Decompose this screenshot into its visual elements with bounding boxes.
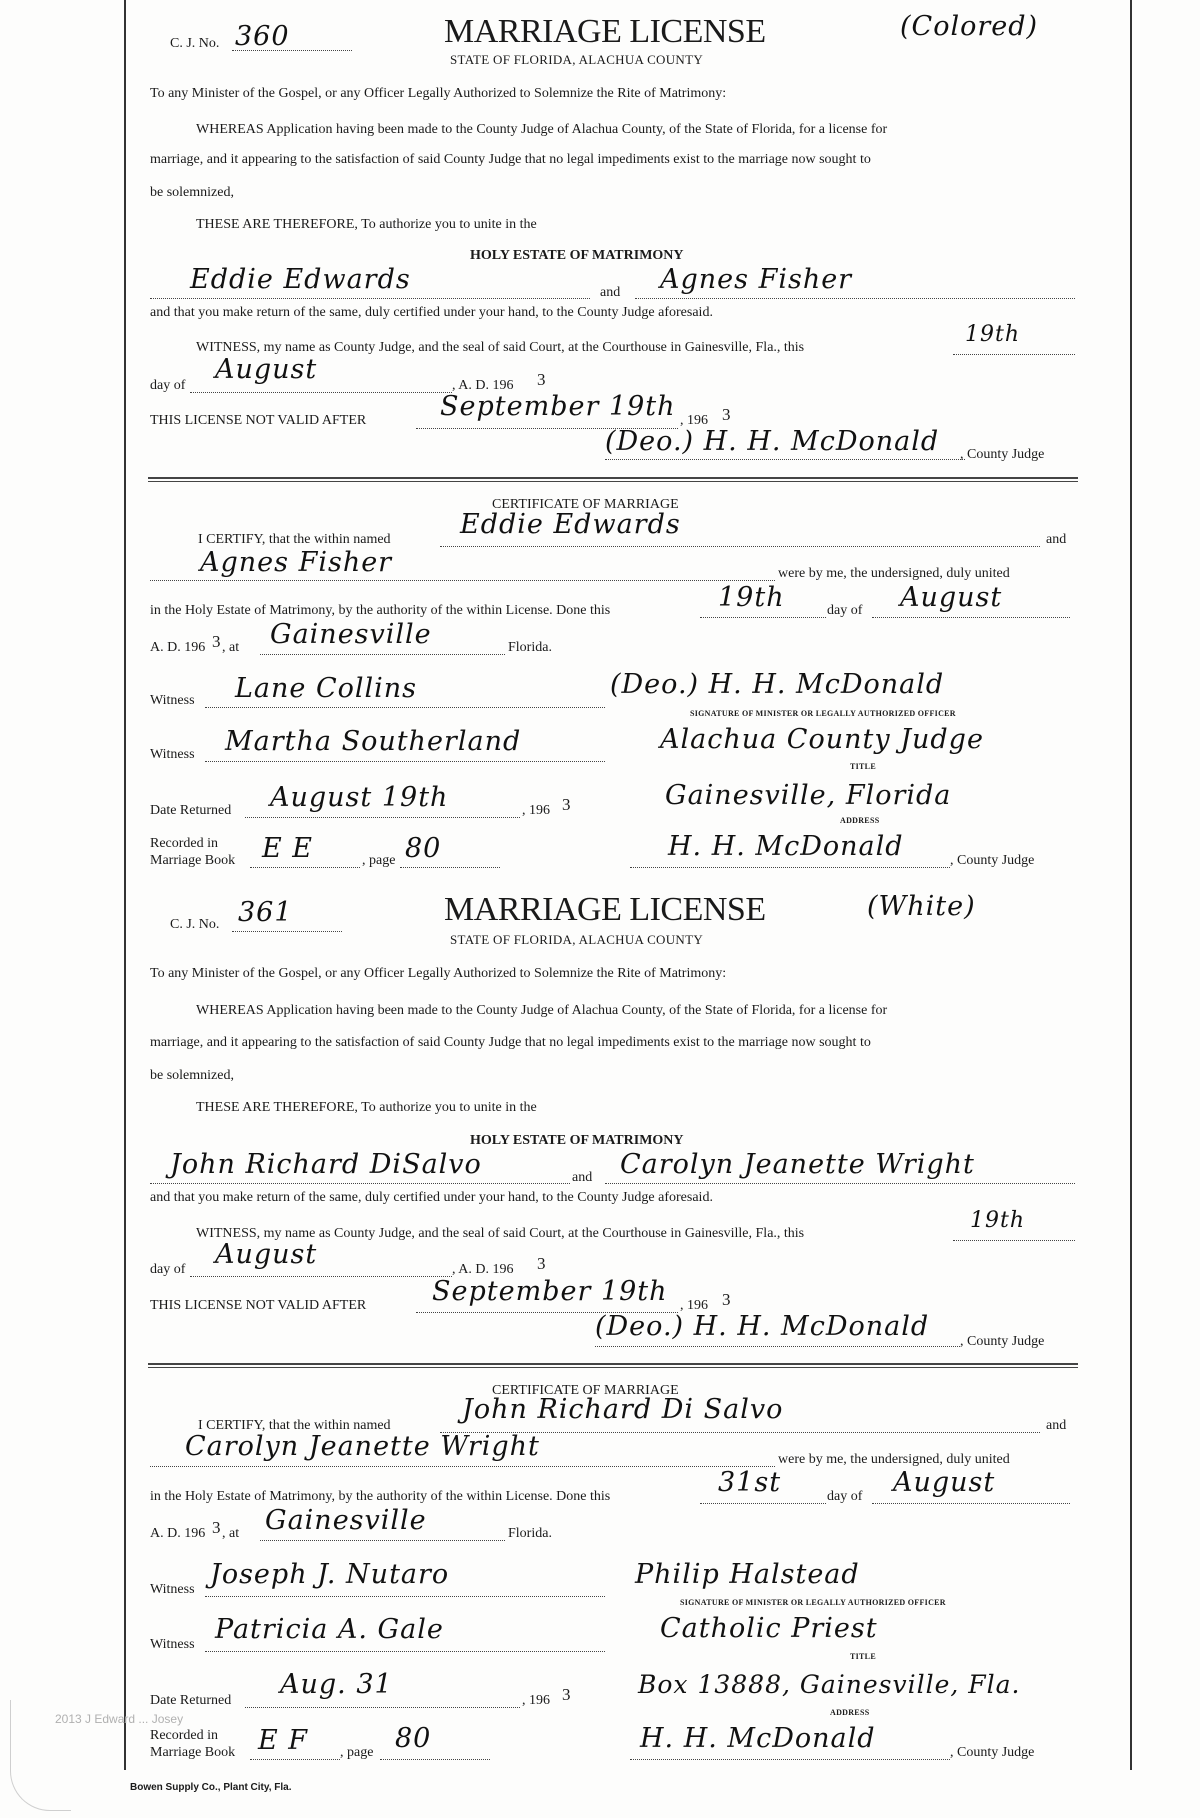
done-month: August: [900, 582, 1003, 613]
witness-1-name: Lane Collins: [235, 673, 418, 704]
witness-line: WITNESS, my name as County Judge, and the seal of said Court, at the Courthouse in Gainesville, Fla., this: [196, 340, 805, 355]
day-line: [953, 1240, 1075, 1241]
officer-signature: Philip Halstead: [635, 1559, 860, 1590]
holy-line: in the Holy Estate of Matrimony, by the authority of the within License. Done this: [150, 1489, 611, 1504]
recorder-signature: H. H. McDonald: [640, 1723, 876, 1754]
not-valid-year-label: , 196: [680, 1298, 708, 1313]
certificate-title: CERTIFICATE OF MARRIAGE: [492, 1383, 679, 1398]
bride-name: Agnes Fisher: [660, 264, 853, 295]
ad-label: , A. D. 196: [452, 378, 514, 393]
whereas-line-3: be solemnized,: [150, 185, 234, 200]
and-label: and: [600, 285, 621, 300]
witness-1-line: [205, 707, 605, 708]
officer-address: Gainesville, Florida: [665, 780, 952, 811]
year-digit: 3: [537, 1254, 546, 1273]
witness-1-label: Witness: [150, 693, 195, 708]
bride-line: [605, 1183, 1075, 1184]
day-value: 19th: [970, 1208, 1026, 1233]
archive-watermark: 2013 J Edward ... Josey: [55, 1712, 184, 1726]
done-month: August: [893, 1467, 996, 1498]
returned-year-digit: 3: [562, 795, 571, 814]
not-valid-date: September 19th: [432, 1276, 668, 1307]
done-day: 19th: [718, 582, 785, 613]
not-valid-year-digit: 3: [722, 1290, 731, 1309]
officer-title: Catholic Priest: [660, 1613, 878, 1644]
whereas-line-3: be solemnized,: [150, 1068, 234, 1083]
place-value: Gainesville: [270, 619, 432, 650]
not-valid-date: September 19th: [440, 391, 676, 422]
county-judge-label: , County Judge: [960, 447, 1045, 462]
day-of-label: day of: [150, 378, 186, 393]
done-day: 31st: [718, 1467, 782, 1498]
recorder-signature: H. H. McDonald: [668, 831, 904, 862]
month-line: [190, 392, 452, 393]
day-of-label: day of: [150, 1262, 186, 1277]
done-month-line: [872, 617, 1070, 618]
cj-no-line: [232, 931, 342, 932]
recorder-line: [630, 867, 950, 868]
bride-line: [150, 1466, 775, 1467]
certify-label: I CERTIFY, that the within named: [198, 1418, 391, 1433]
date-returned-line: [245, 1707, 520, 1708]
cj-no-value: 360: [235, 21, 290, 52]
book-line: [250, 867, 360, 868]
witness-1-label: Witness: [150, 1582, 195, 1597]
officer-signature: (Deo.) H. H. McDonald: [610, 669, 945, 700]
at-label: , at: [222, 1526, 240, 1541]
and-label: and: [1046, 1418, 1067, 1433]
judge-line: [605, 459, 965, 460]
place-line: [260, 1540, 505, 1541]
returned-year-label: , 196: [522, 1693, 550, 1708]
printer-imprint: Bowen Supply Co., Plant City, Fla.: [130, 1782, 292, 1793]
recorded-label: Recorded in: [150, 836, 219, 851]
license-subtitle: STATE OF FLORIDA, ALACHUA COUNTY: [450, 52, 704, 67]
holy-line: in the Holy Estate of Matrimony, by the authority of the within License. Done this: [150, 603, 611, 618]
not-valid-year-label: , 196: [680, 413, 708, 428]
groom-line: [150, 298, 590, 299]
therefore-line: THESE ARE THEREFORE, To authorize you to unite in the: [196, 1100, 537, 1115]
marriage-book-label: Marriage Book: [150, 1745, 236, 1760]
book-value: E F: [258, 1725, 309, 1756]
certificate-title: CERTIFICATE OF MARRIAGE: [492, 497, 679, 512]
officer-label: SIGNATURE OF MINISTER OR LEGALLY AUTHORIZED OFFICER: [690, 709, 956, 718]
witness-1-name: Joseph J. Nutaro: [210, 1559, 450, 1590]
groom-name: John Richard Di Salvo: [462, 1394, 784, 1425]
witness-2-name: Patricia A. Gale: [215, 1614, 444, 1645]
recorder-line: [630, 1759, 950, 1760]
groom-name: Eddie Edwards: [190, 264, 411, 295]
done-day-line: [700, 1503, 826, 1504]
cj-no-value: 361: [238, 897, 293, 928]
groom-line: [150, 1183, 570, 1184]
page-value: 80: [405, 833, 442, 864]
county-judge-label: , County Judge: [960, 1334, 1045, 1349]
year-digit: 3: [212, 632, 221, 651]
date-returned-label: Date Returned: [150, 1693, 232, 1708]
section-rule-2: [148, 1363, 1078, 1368]
day-of-label: day of: [827, 1489, 863, 1504]
page-label: , page: [340, 1745, 374, 1760]
whereas-line-1: WHEREAS Application having been made to the County Judge of Alachua County, of the State of Florida, for a license for: [196, 1003, 888, 1018]
date-returned: August 19th: [270, 782, 449, 813]
and-label: and: [1046, 532, 1067, 547]
returned-year-digit: 3: [562, 1685, 571, 1704]
judge-signature: (Deo.) H. H. McDonald: [605, 426, 940, 457]
recorded-label: Recorded in: [150, 1728, 219, 1743]
address-label: ADDRESS: [830, 1708, 870, 1717]
florida-label: Florida.: [508, 640, 552, 655]
license-subtitle: STATE OF FLORIDA, ALACHUA COUNTY: [450, 932, 704, 947]
witness-1-line: [205, 1596, 605, 1597]
page-line: [380, 1759, 490, 1760]
therefore-line: THESE ARE THEREFORE, To authorize you to unite in the: [196, 217, 537, 232]
florida-label: Florida.: [508, 1526, 552, 1541]
day-of-label: day of: [827, 603, 863, 618]
book-value: E E: [262, 833, 314, 864]
cj-no-label: C. J. No.: [170, 36, 220, 51]
officer-label: SIGNATURE OF MINISTER OR LEGALLY AUTHORIZED OFFICER: [680, 1598, 946, 1607]
holy-estate-heading: HOLY ESTATE OF MATRIMONY: [470, 248, 684, 263]
place-value: Gainesville: [265, 1505, 427, 1536]
ad-label: , A. D. 196: [452, 1262, 514, 1277]
marriage-book-label: Marriage Book: [150, 853, 236, 868]
united-label: were by me, the undersigned, duly united: [778, 566, 1010, 581]
cj-no-label: C. J. No.: [170, 917, 220, 932]
place-line: [260, 654, 505, 655]
address-line: To any Minister of the Gospel, or any Officer Legally Authorized to Solemnize the Rite of Matrimony:: [150, 86, 727, 101]
county-judge-label: , County Judge: [950, 853, 1035, 868]
officer-title: Alachua County Judge: [660, 724, 984, 755]
groom-name: Eddie Edwards: [460, 509, 681, 540]
done-day-line: [700, 617, 826, 618]
judge-line: [595, 1346, 960, 1347]
day-value: 19th: [965, 322, 1021, 347]
witness-2-label: Witness: [150, 747, 195, 762]
section-rule-1: [148, 477, 1078, 482]
holy-estate-heading: HOLY ESTATE OF MATRIMONY: [470, 1133, 684, 1148]
witness-line: WITNESS, my name as County Judge, and the seal of said Court, at the Courthouse in Gainesville, Fla., this: [196, 1226, 805, 1241]
return-line: and that you make return of the same, duly certified under your hand, to the County Judge aforesaid.: [150, 1190, 713, 1205]
return-line: and that you make return of the same, duly certified under your hand, to the County Judge aforesaid.: [150, 305, 713, 320]
at-label: , at: [222, 640, 240, 655]
year-digit: 3: [537, 370, 546, 389]
whereas-line-2: marriage, and it appearing to the satisfaction of said County Judge that no legal impediments exist to the marriage now sought to: [150, 1035, 871, 1050]
bride-name: Carolyn Jeanette Wright: [185, 1431, 540, 1462]
not-valid-year-digit: 3: [722, 405, 731, 424]
address-label: ADDRESS: [840, 816, 880, 825]
year-digit: 3: [212, 1518, 221, 1537]
witness-2-line: [205, 1651, 605, 1652]
not-valid-label: THIS LICENSE NOT VALID AFTER: [150, 1298, 367, 1313]
date-returned: Aug. 31: [280, 1669, 393, 1700]
and-label: and: [572, 1170, 593, 1185]
bride-name: Agnes Fisher: [200, 547, 393, 578]
license-title: MARRIAGE LICENSE: [444, 891, 766, 928]
month-value: August: [215, 1239, 318, 1270]
bride-line: [150, 580, 775, 581]
done-month-line: [872, 1503, 1070, 1504]
page-value: 80: [395, 1723, 432, 1754]
race-annotation: (White): [867, 891, 976, 922]
officer-address: Box 13888, Gainesville, Fla.: [638, 1670, 1021, 1699]
book-line: [250, 1759, 340, 1760]
address-line: To any Minister of the Gospel, or any Officer Legally Authorized to Solemnize the Rite of Matrimony:: [150, 966, 727, 981]
race-annotation: (Colored): [900, 11, 1039, 42]
returned-year-label: , 196: [522, 803, 550, 818]
whereas-line-2: marriage, and it appearing to the satisfaction of said County Judge that no legal impediments exist to the marriage now sought to: [150, 152, 871, 167]
date-returned-line: [245, 817, 520, 818]
groom-name: John Richard DiSalvo: [170, 1149, 482, 1180]
groom-line: [440, 546, 1040, 547]
united-label: were by me, the undersigned, duly united: [778, 1452, 1010, 1467]
date-returned-label: Date Returned: [150, 803, 232, 818]
title-label: TITLE: [850, 1652, 876, 1661]
witness-2-line: [205, 761, 605, 762]
judge-signature: (Deo.) H. H. McDonald: [595, 1311, 930, 1342]
not-valid-label: THIS LICENSE NOT VALID AFTER: [150, 413, 367, 428]
bride-name: Carolyn Jeanette Wright: [620, 1149, 975, 1180]
day-line: [953, 354, 1075, 355]
whereas-line-1: WHEREAS Application having been made to the County Judge of Alachua County, of the State of Florida, for a license for: [196, 122, 888, 137]
bride-line: [635, 298, 1075, 299]
ad-label: A. D. 196: [150, 640, 206, 655]
page-label: , page: [362, 853, 396, 868]
month-value: August: [215, 354, 318, 385]
page-line: [400, 867, 500, 868]
title-label: TITLE: [850, 762, 876, 771]
witness-2-name: Martha Southerland: [225, 726, 522, 757]
certify-label: I CERTIFY, that the within named: [198, 532, 391, 547]
month-line: [190, 1276, 452, 1277]
county-judge-label: , County Judge: [950, 1745, 1035, 1760]
ad-label: A. D. 196: [150, 1526, 206, 1541]
witness-2-label: Witness: [150, 1637, 195, 1652]
license-title: MARRIAGE LICENSE: [444, 13, 766, 50]
